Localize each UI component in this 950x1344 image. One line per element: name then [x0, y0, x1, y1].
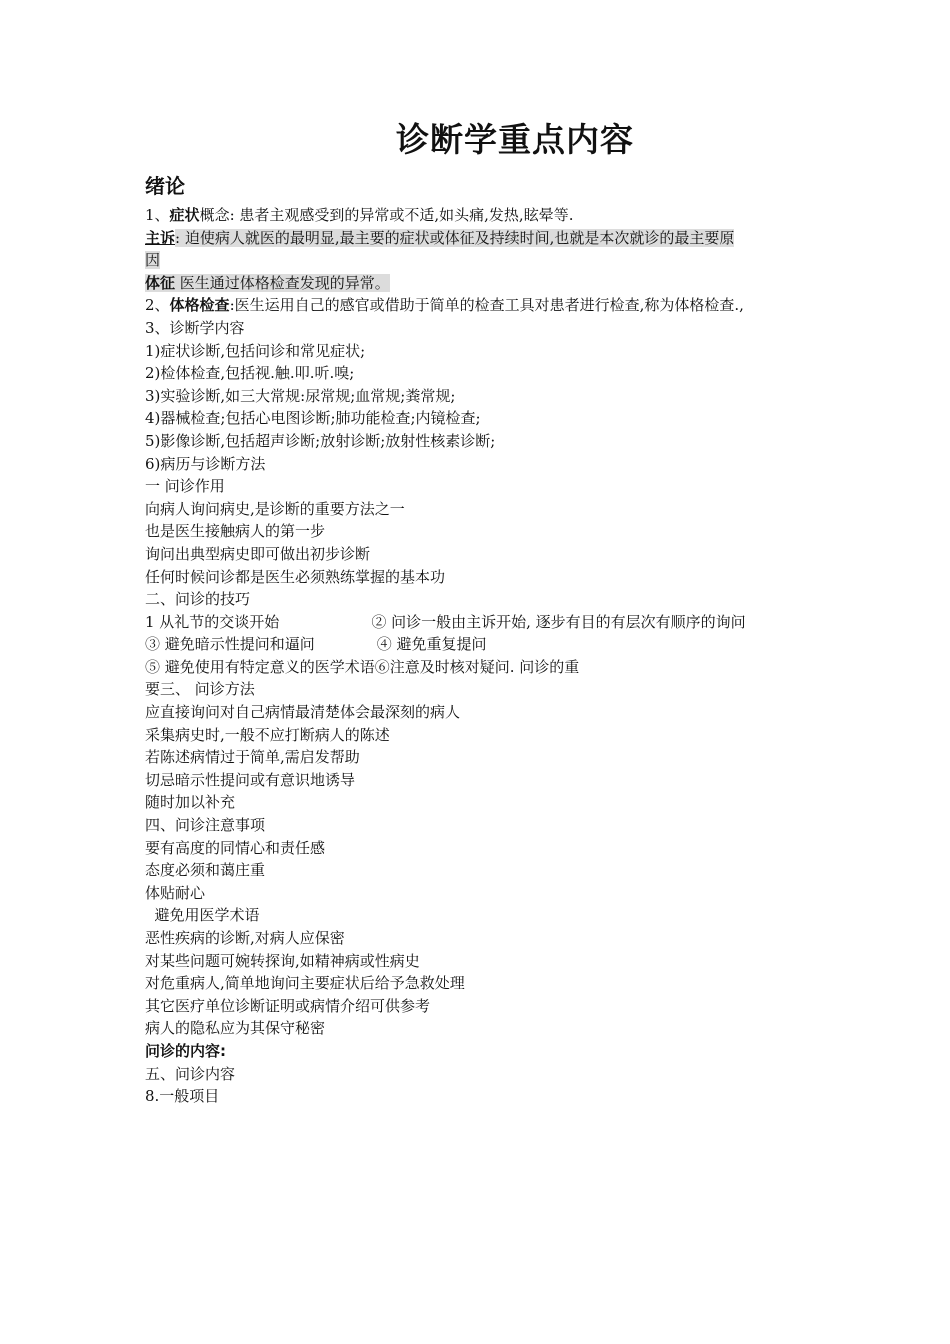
text-line: 3、诊断学内容 [145, 318, 245, 337]
symptom-text: 概念: 患者主观感受到的异常或不适,如头痛,发热,眩晕等. [199, 206, 574, 224]
text-line: 采集病史时,一般不应打断病人的陈述 [145, 725, 390, 744]
text-line: 其它医疗单位诊断证明或病情介绍可供参考 [145, 996, 431, 1015]
symptom-definition [145, 204, 825, 227]
symptom-prefix: 1、 [145, 206, 170, 224]
text-line: 向病人询问病史,是诊断的重要方法之一 [145, 499, 405, 518]
text-line: 也是医生接触病人的第一步 [145, 522, 326, 541]
text-line: 应直接询问对自己病情最清楚体会最深刻的病人 [145, 703, 461, 722]
text-line: 体贴耐心 [145, 883, 206, 902]
skill-item: ④ 避免重复提问 [376, 635, 487, 654]
text-line: 任何时候问诊都是医生必须熟练掌握的基本功 [145, 567, 446, 586]
text-line: 6)病历与诊断方法 [145, 454, 266, 473]
skill-item: ③ 避免暗示性提问和逼问 [145, 635, 315, 654]
skills-row-2 [145, 633, 825, 656]
text-line: 五、问诊内容 [145, 1064, 236, 1083]
symptom-term: 症状 [169, 206, 200, 224]
text-line: 要有高度的同情心和责任感 [145, 838, 326, 857]
text-line: 恶性疾病的诊断,对病人应保密 [145, 929, 345, 947]
text-line: 5)影像诊断,包括超声诊断;放射诊断;放射性核素诊断; [145, 431, 496, 450]
skills-row-3 [145, 656, 825, 679]
text-line: 切忌暗示性提问或有意识地诱导 [145, 770, 356, 789]
document-title: 诊断学重点内容 [396, 120, 634, 159]
text-line: 2)检体检查,包括视.触.叩.听.嗅; [145, 364, 355, 383]
skills-row-1 [145, 611, 825, 634]
text-line: 1)症状诊断,包括问诊和常见症状; [145, 341, 366, 360]
chief-complaint-text: : 迫使病人就医的最明显,最主要的症状或体征及持续时间,也就是本次就诊的最主要原 [175, 228, 735, 247]
text-line: 病人的隐私应为其保守秘密 [145, 1019, 326, 1038]
text-line: 4)器械检查;包括心电图诊断;肺功能检查;内镜检查; [145, 409, 481, 428]
sign-definition [145, 272, 825, 295]
sign-term: 体征 [145, 273, 176, 292]
chief-complaint-term: 主诉 [145, 228, 176, 247]
text-line: 对危重病人,简单地询问主要症状后给予急救处理 [145, 974, 465, 993]
chief-complaint-text-cont: 因 [145, 251, 161, 270]
document-page [145, 112, 825, 1108]
chief-complaint-line-2 [145, 249, 825, 272]
text-line: 8.一般项目 [145, 1087, 220, 1106]
exam-definition [145, 294, 825, 317]
exam-prefix: 2、 [145, 296, 170, 315]
text-line: 询问出典型病史即可做出初步诊断 [145, 544, 371, 563]
text-line: 3)实验诊断,如三大常规:尿常规;血常规;粪常规; [145, 386, 456, 405]
exam-term: 体格检查 [169, 296, 230, 315]
skill-item: ⑤ 避免使用有特定意义的医学术语⑥注意及时核对疑问. 问诊的重 [145, 657, 580, 676]
section-heading-intro: 绪论 [145, 174, 185, 198]
chief-complaint-line-1 [145, 227, 825, 250]
text-line: 对某些问题可婉转探询,如精神病或性病史 [145, 951, 420, 970]
text-line: 随时加以补充 [145, 793, 236, 812]
text-line: 四、问诊注意事项 [145, 816, 266, 835]
sign-text: 医生通过体格检查发现的异常。 [175, 273, 390, 292]
skill-item: 1 从礼节的交谈开始 [145, 612, 280, 631]
text-line: 避免用医学术语 [145, 906, 260, 925]
exam-text: :医生运用自己的感官或借助于简单的检查工具对患者进行检查,称为体格检查., [229, 296, 744, 315]
text-line: 二、问诊的技巧 [145, 590, 251, 609]
text-line: 态度必须和蔼庄重 [145, 861, 266, 880]
text-line: 要三、 问诊方法 [145, 680, 255, 699]
text-line: 若陈述病情过于简单,需启发帮助 [145, 748, 360, 767]
skill-item: ② 问诊一般由主诉开始, 逐步有目的有层次有顺序的询问 [371, 612, 746, 631]
text-line: 一 问诊作用 [145, 477, 225, 496]
content-heading: 问诊的内容: [145, 1041, 226, 1060]
